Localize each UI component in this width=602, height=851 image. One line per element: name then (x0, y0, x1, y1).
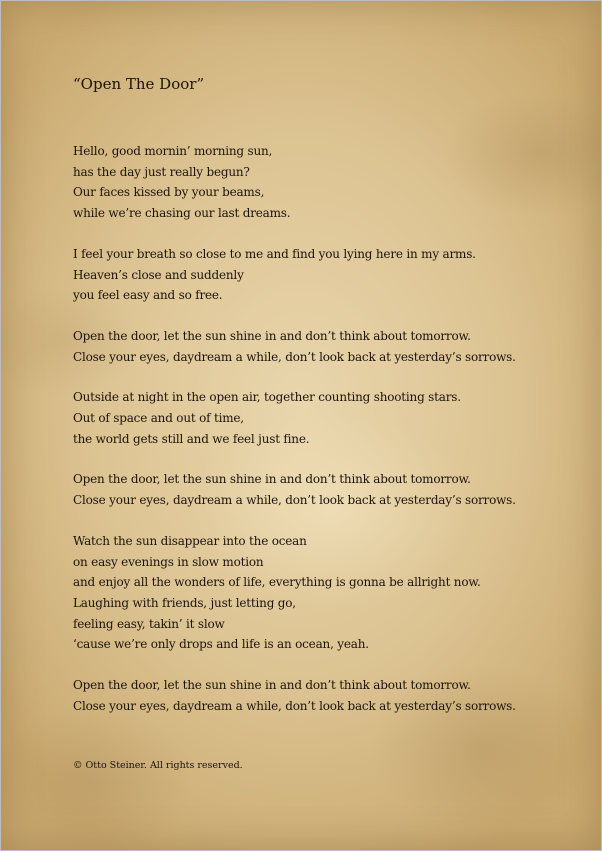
poem-line: you feel easy and so free. (73, 288, 223, 303)
poem-line: I feel your breath so close to me and find you lying here in my arms. (73, 246, 476, 261)
chorus-1 (73, 326, 573, 367)
poem-line: Close your eyes, daydream a while, don’t look back at yesterday’s sorrows. (73, 493, 516, 508)
poem-line: Hello, good mornin’ morning sun, (73, 144, 273, 158)
poem-line: Close your eyes, daydream a while, don’t look back at yesterday’s sorrows. (73, 349, 516, 364)
poem-line: Close your eyes, daydream a while, don’t look back at yesterday’s sorrows. (73, 698, 516, 713)
poem-line: Laughing with friends, just letting go, (73, 595, 296, 610)
poem-line: feeling easy, takin’ it slow (73, 616, 225, 631)
poem-line: Heaven’s close and suddenly (73, 267, 244, 282)
poem-line: Our faces kissed by your beams, (73, 185, 265, 200)
poem-line: Watch the sun disappear into the ocean (73, 533, 307, 548)
poem-body (73, 73, 573, 736)
poem-line: Open the door, let the sun shine in and don’t think about tomorrow. (73, 472, 471, 487)
poem-title: “Open The Door” (73, 75, 205, 93)
poem-line: Out of space and out of time, (73, 411, 244, 426)
poem-line: ‘cause we’re only drops and life is an ocean, yeah. (73, 637, 369, 652)
stanza-4 (73, 531, 573, 655)
poem-line: Outside at night in the open air, together counting shooting stars. (73, 390, 461, 405)
chorus-2 (73, 469, 573, 510)
poem-line: Open the door, let the sun shine in and don’t think about tomorrow. (73, 678, 471, 693)
stanza-3 (73, 387, 573, 449)
poem-line: Open the door, let the sun shine in and don’t think about tomorrow. (73, 328, 471, 343)
poem-line: has the day just really begun? (73, 164, 250, 179)
stanza-1 (73, 141, 573, 224)
copyright-notice: © Otto Steiner. All rights reserved. (73, 760, 243, 771)
stanza-2 (73, 244, 573, 306)
poem-line: the world gets still and we feel just fine. (73, 431, 310, 446)
poem-line: and enjoy all the wonders of life, everything is gonna be allright now. (73, 575, 481, 590)
poem-line: while we’re chasing our last dreams. (73, 206, 291, 221)
poem-line: on easy evenings in slow motion (73, 554, 264, 569)
chorus-3 (73, 675, 573, 716)
